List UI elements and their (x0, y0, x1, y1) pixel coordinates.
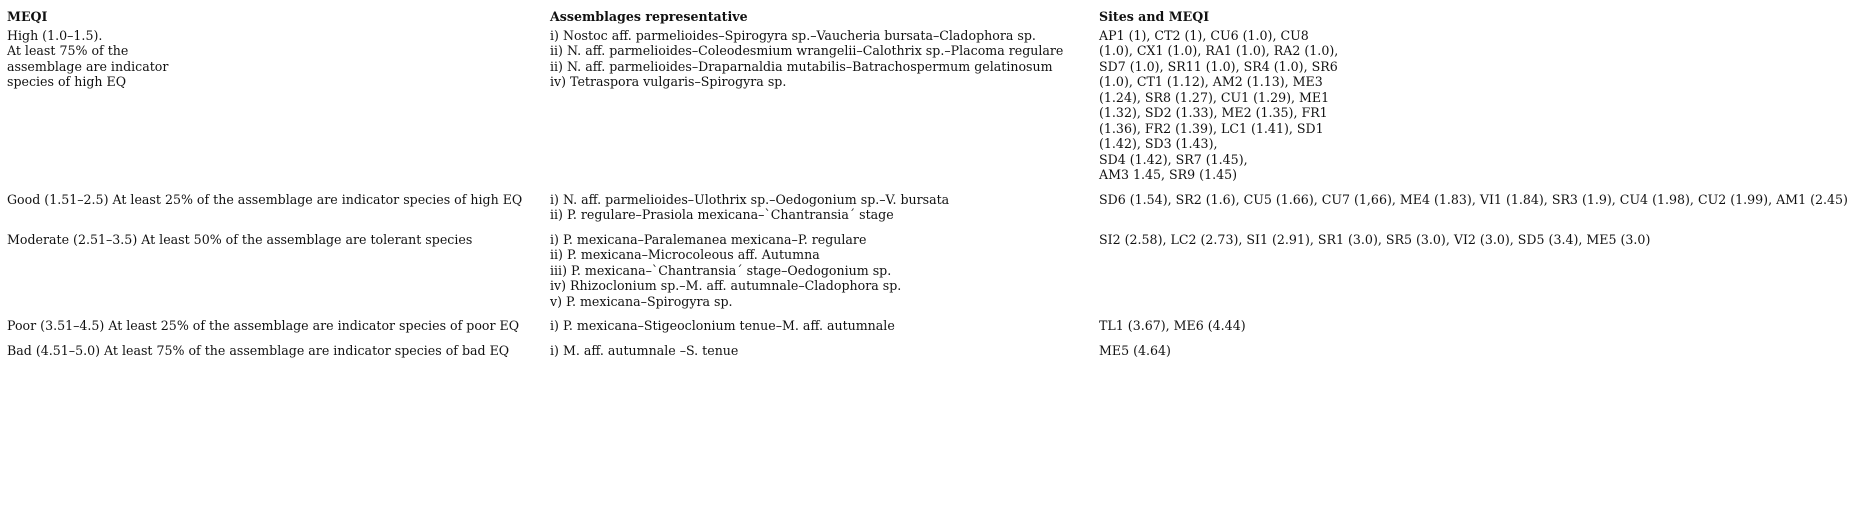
sites-cell (1099, 232, 1869, 319)
table-row-bad (7, 343, 1869, 359)
table-row-moderate (7, 232, 1869, 319)
table-row-poor (7, 318, 1869, 343)
table-header-row (7, 9, 1869, 28)
meqi-cell (7, 232, 550, 319)
table-row-good (7, 192, 1869, 232)
sites-line: TL1 (3.67), ME6 (4.44) (1099, 318, 1246, 333)
meqi-line: Good (1.51–2.5) At least 25% of the assemblage are indicator species of high EQ (7, 191, 523, 207)
meqi-line: assemblage are indicator (7, 58, 169, 74)
table-row-high (7, 28, 1869, 192)
assemblage-item: iii) P. mexicana–`Chantransia´ stage–Oedogonium sp. (550, 262, 892, 278)
sites-cell (1099, 318, 1869, 343)
sites-cell (1099, 343, 1869, 359)
sites-line: AP1 (1), CT2 (1), CU6 (1.0), CU8 (1099, 27, 1309, 43)
meqi-cell (7, 318, 550, 343)
assemblages-cell (550, 318, 1099, 343)
meqi-line: Bad (4.51–5.0) At least 75% of the assemblage are indicator species of bad EQ (7, 342, 510, 358)
assemblage-item: i) M. aff. autumnale –S. tenue (550, 342, 739, 358)
assemblage-item: i) P. mexicana–Paralemanea mexicana–P. regulare (550, 231, 867, 247)
meqi-line: High (1.0–1.5). (7, 27, 103, 43)
assemblages-cell (550, 232, 1099, 319)
assemblages-cell (550, 343, 1099, 359)
header-assemblages: Assemblages representative (550, 9, 748, 24)
header-sites: Sites and MEQI (1099, 9, 1210, 24)
assemblage-item: ii) N. aff. parmelioides–Draparnaldia mutabilis–Batrachospermum gelatinosum (550, 58, 1053, 74)
meqi-cell (7, 343, 550, 359)
header-meqi: MEQI (7, 9, 48, 24)
assemblage-item: i) Nostoc aff. parmelioides–Spirogyra sp.–Vaucheria bursata–Cladophora sp. (550, 27, 1036, 43)
sites-line: (1.32), SD2 (1.33), ME2 (1.35), FR1 (1099, 105, 1328, 120)
sites-line: SI2 (2.58), LC2 (2.73), SI1 (2.91), SR1 (3.0), SR5 (3.0), VI2 (3.0), SD5 (3.4), ME5 (3.0) (1099, 231, 1651, 247)
meqi-line: species of high EQ (7, 74, 127, 89)
assemblage-item: ii) P. regulare–Prasiola mexicana–`Chantransia´ stage (550, 207, 894, 222)
sites-cell (1099, 192, 1869, 232)
assemblage-item: i) N. aff. parmelioides–Ulothrix sp.–Oedogonium sp.–V. bursata (550, 191, 950, 207)
assemblage-item: i) P. mexicana–Stigeoclonium tenue–M. aff. autumnale (550, 318, 895, 333)
sites-line: SD4 (1.42), SR7 (1.45), (1099, 151, 1248, 167)
sites-cell (1099, 28, 1869, 192)
sites-line: AM3 1.45, SR9 (1.45) (1099, 167, 1238, 182)
assemblages-cell (550, 28, 1099, 192)
sites-line: SD6 (1.54), SR2 (1.6), CU5 (1.66), CU7 (1,66), ME4 (1.83), VI1 (1.84), SR3 (1.9), CU4 (1.98), CU2 (1.99), AM1 (2.45) (1099, 191, 1848, 207)
sites-line: ME5 (4.64) (1099, 342, 1171, 358)
assemblage-item: ii) N. aff. parmelioides–Coleodesmium wrangelii–Calothrix sp.–Placoma regulare (550, 43, 1064, 58)
assemblage-item: iv) Rhizoclonium sp.–M. aff. autumnale–Cladophora sp. (550, 278, 902, 293)
meqi-line: Poor (3.51–4.5) At least 25% of the assemblage are indicator species of poor EQ (7, 318, 520, 333)
sites-line: (1.36), FR2 (1.39), LC1 (1.41), SD1 (1099, 120, 1324, 136)
meqi-table (7, 9, 1869, 358)
assemblage-item: iv) Tetraspora vulgaris–Spirogyra sp. (550, 74, 787, 89)
sites-line: (1.0), CT1 (1.12), AM2 (1.13), ME3 (1099, 74, 1323, 89)
meqi-line: At least 75% of the (7, 43, 129, 58)
meqi-line: Moderate (2.51–3.5) At least 50% of the assemblage are tolerant species (7, 231, 473, 247)
assemblage-item: ii) P. mexicana–Microcoleous aff. Autumna (550, 247, 820, 262)
sites-line: (1.42), SD3 (1.43), (1099, 136, 1218, 151)
assemblages-cell (550, 192, 1099, 232)
meqi-cell (7, 192, 550, 232)
sites-line: (1.0), CX1 (1.0), RA1 (1.0), RA2 (1.0), (1099, 43, 1339, 58)
meqi-cell (7, 28, 550, 192)
sites-line: (1.24), SR8 (1.27), CU1 (1.29), ME1 (1099, 89, 1330, 105)
sites-line: SD7 (1.0), SR11 (1.0), SR4 (1.0), SR6 (1099, 58, 1338, 74)
assemblage-item: v) P. mexicana–Spirogyra sp. (550, 293, 733, 309)
